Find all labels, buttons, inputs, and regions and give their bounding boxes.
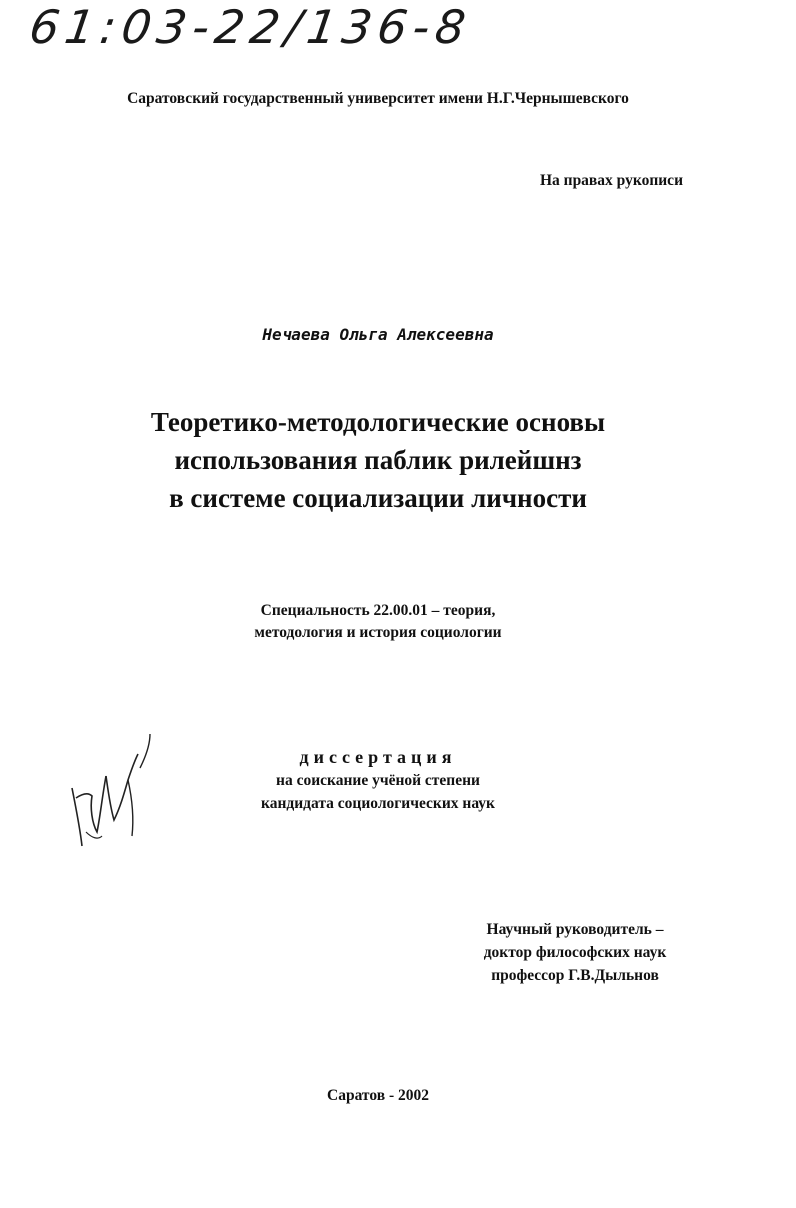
title-line: использования паблик рилейшнз: [174, 445, 582, 475]
dissertation-title: [0, 403, 756, 517]
specialty-line: методология и история социологии: [254, 624, 502, 641]
archive-code-handwritten: 61:03-22/136-8: [26, 0, 475, 54]
author-text: Нечаева Ольга Алексеевна: [262, 325, 494, 344]
supervisor-line: доктор философских наук: [483, 944, 667, 961]
supervisor-line: Научный руководитель –: [486, 921, 664, 938]
title-line: в системе социализации личности: [169, 483, 587, 513]
manuscript-note: На правах рукописи: [539, 172, 683, 189]
degree-type: диссертация: [299, 747, 457, 767]
degree-line: кандидата социологических наук: [261, 795, 495, 812]
handwritten-signature: [62, 728, 162, 858]
scientific-supervisor: [460, 918, 690, 987]
degree-line: на соискание учёной степени: [276, 772, 480, 789]
title-line: Теоретико-методологические основы: [150, 407, 606, 437]
university-name: [0, 90, 796, 108]
city-year: Саратов - 2002: [327, 1087, 429, 1104]
specialty-line: Специальность 22.00.01 – теория,: [260, 602, 496, 619]
specialty: [0, 600, 756, 644]
supervisor-line: профессор Г.В.Дыльнов: [491, 967, 659, 984]
author-name: [0, 325, 796, 344]
university-text: Саратовский государственный университет имени Н.Г.Чернышевского: [127, 90, 629, 107]
